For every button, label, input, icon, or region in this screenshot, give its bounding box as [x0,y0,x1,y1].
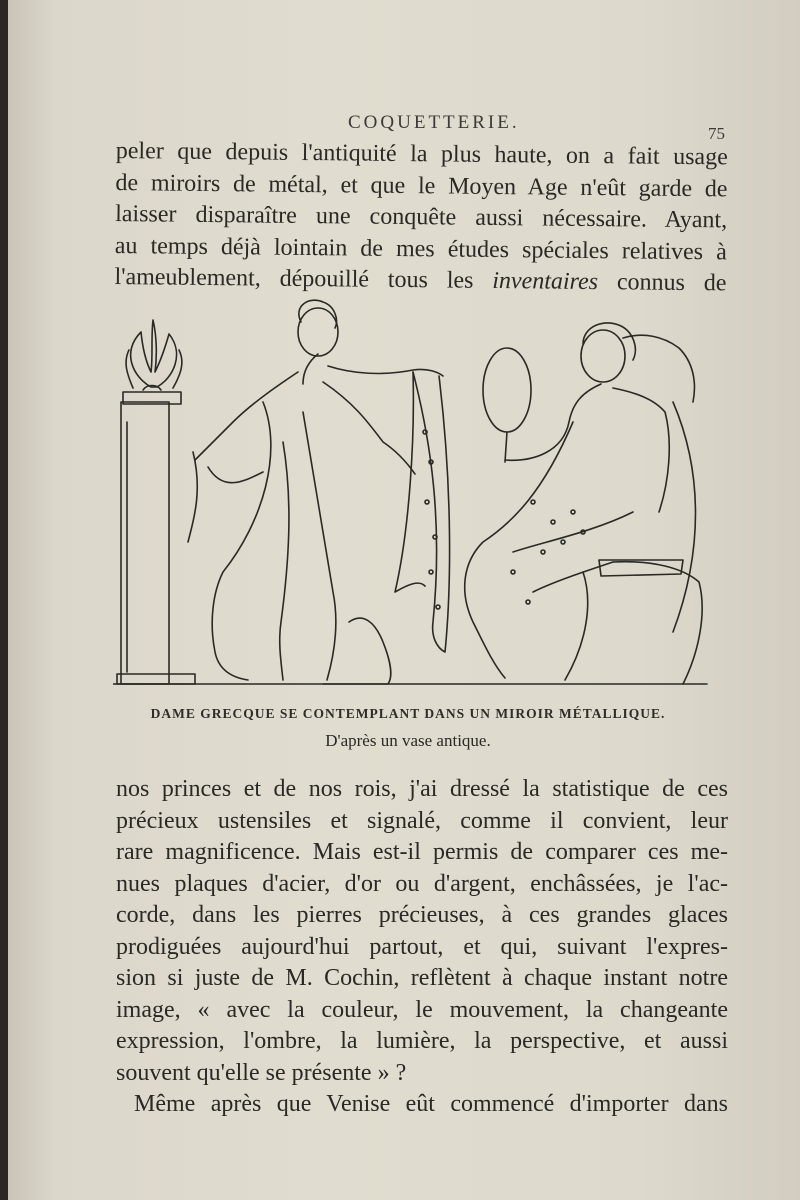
text-line: rare magnificence. Mais est-il permis de comparer ces me- [116,839,728,865]
text-line: de miroirs de métal, et que le Moyen Age n'eût garde de [115,169,728,202]
standing-woman-figure [188,300,443,684]
text-line: image, « avec la couleur, le mouvement, la changeante [116,996,728,1023]
text-line: expression, l'ombre, la lumière, la perspective, et aussi [116,1028,728,1054]
text-fragment: l'ameublement, dépouillé tous les [114,263,474,294]
running-head: COQUETTERIE. [348,112,520,133]
text-line: au temps déjà lointain de mes études spéciales relatives à [114,232,727,265]
figure-caption-subtitle: D'après un vase antique. [325,731,491,750]
italic-word: inventaires [492,267,599,296]
seated-woman-figure [465,323,702,684]
text-line: peler que depuis l'antiquité la plus haute, on a fait usage [115,137,728,171]
text-line: nues plaques d'acier, d'or ou d'argent, enchâssées, je l'ac- [116,870,728,897]
text-line: souvent qu'elle se présente » ? [116,1059,407,1086]
stele [117,320,195,684]
page-number: 75 [708,124,725,143]
text-line: corde, dans les pierres précieuses, à ces grandes glaces [116,902,728,928]
text-line: précieux ustensiles et signalé, comme il convient, leur [116,807,728,834]
figure-caption-title: DAME GRECQUE SE CONTEMPLANT DANS UN MIROIR MÉTALLIQUE. [150,706,666,721]
text-line: sion si juste de M. Cochin, reflètent à chaque instant notre [116,965,728,991]
top-paragraph [114,136,728,300]
greek-vase-illustration [113,292,713,690]
text-line: nos princes et de nos rois, j'ai dressé la statistique de ces [116,776,728,802]
text-line: Même après que Venise eût commencé d'importer dans [134,1091,728,1117]
book-page [8,0,800,1200]
bottom-paragraph [116,774,728,1121]
text-fragment: connus de [616,269,727,297]
hanging-cloth [395,372,450,652]
text-line: prodiguées aujourd'hui partout, et qui, suivant l'expres- [116,933,728,960]
text-line: laisser disparaître une conquête aussi nécessaire. Ayant, [115,200,728,234]
mirror-shape [483,348,531,432]
